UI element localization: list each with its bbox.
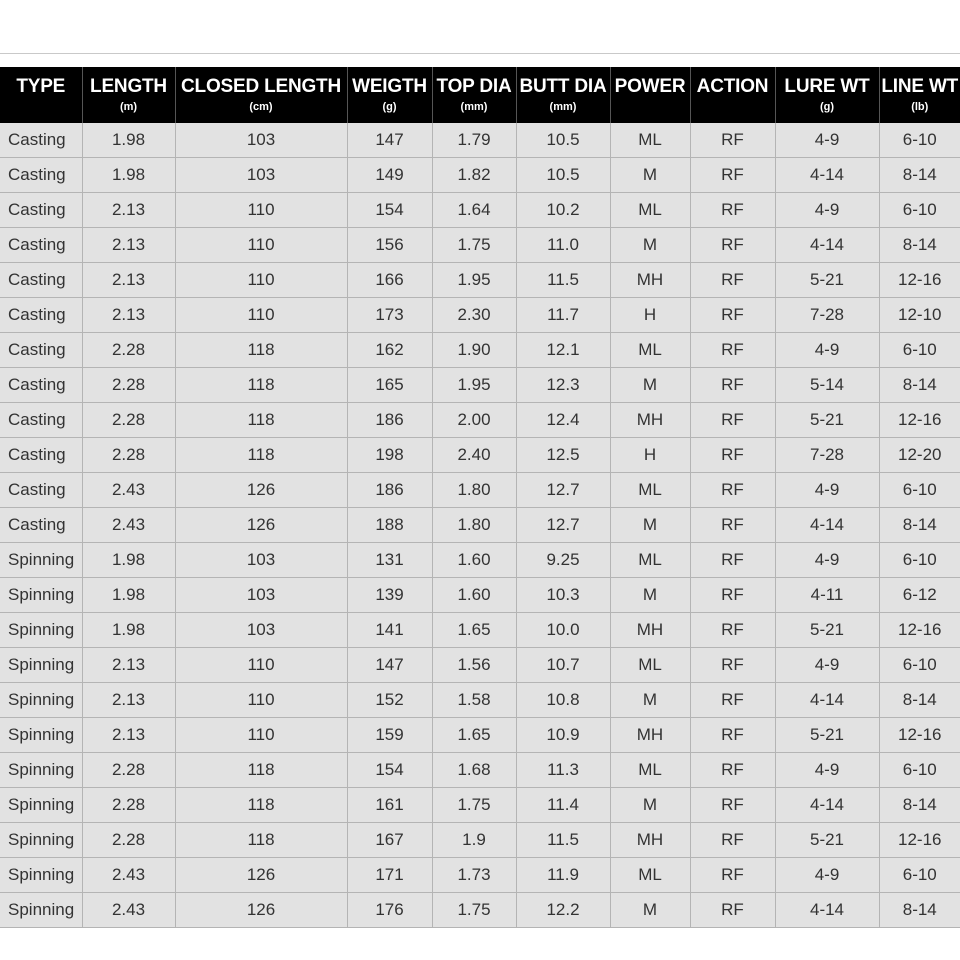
table-cell: 186 xyxy=(347,473,432,508)
table-row xyxy=(0,823,960,858)
column-header-unit xyxy=(691,100,775,114)
column-header-unit: (g) xyxy=(382,101,397,113)
table-cell: Spinning xyxy=(0,613,82,648)
table-cell: 156 xyxy=(347,228,432,263)
table-cell: RF xyxy=(690,333,775,368)
table-cell: 103 xyxy=(175,543,347,578)
table-cell: 7-28 xyxy=(775,298,879,333)
table-cell: 118 xyxy=(175,403,347,438)
table-cell: RF xyxy=(690,438,775,473)
table-cell: 4-14 xyxy=(775,683,879,718)
column-header xyxy=(432,67,516,123)
table-cell: MH xyxy=(610,823,690,858)
table-cell: RF xyxy=(690,263,775,298)
table-cell: 2.43 xyxy=(82,508,175,543)
table-cell: 6-10 xyxy=(879,753,960,788)
table-cell: 6-10 xyxy=(879,123,960,158)
table-row xyxy=(0,543,960,578)
table-cell: 7-28 xyxy=(775,438,879,473)
table-cell: 5-21 xyxy=(775,613,879,648)
table-cell: 12-16 xyxy=(879,823,960,858)
table-cell: 9.25 xyxy=(516,543,610,578)
table-cell: RF xyxy=(690,718,775,753)
table-cell: 12.1 xyxy=(516,333,610,368)
table-cell: 118 xyxy=(175,368,347,403)
table-cell: 10.5 xyxy=(516,158,610,193)
table-cell: MH xyxy=(610,718,690,753)
column-header-label: LINE WT xyxy=(881,76,959,97)
column-header xyxy=(175,67,347,123)
table-cell: 147 xyxy=(347,123,432,158)
table-cell: 167 xyxy=(347,823,432,858)
table-cell: 1.75 xyxy=(432,893,516,928)
table-cell: 1.75 xyxy=(432,788,516,823)
table-cell: RF xyxy=(690,158,775,193)
table-cell: 165 xyxy=(347,368,432,403)
table-cell: 4-9 xyxy=(775,648,879,683)
table-cell: 2.40 xyxy=(432,438,516,473)
table-cell: M xyxy=(610,788,690,823)
table-cell: 2.30 xyxy=(432,298,516,333)
column-header xyxy=(610,67,690,123)
table-cell: M xyxy=(610,158,690,193)
table-cell: 4-14 xyxy=(775,228,879,263)
table-row xyxy=(0,718,960,753)
column-header-unit: (m) xyxy=(119,101,138,113)
table-cell: 147 xyxy=(347,648,432,683)
table-body xyxy=(0,123,960,928)
table-cell: RF xyxy=(690,683,775,718)
table-cell: 5-21 xyxy=(775,823,879,858)
table-cell: 10.8 xyxy=(516,683,610,718)
table-cell: 2.28 xyxy=(82,823,175,858)
table-row xyxy=(0,158,960,193)
table-row xyxy=(0,438,960,473)
table-cell: 173 xyxy=(347,298,432,333)
table-cell: Casting xyxy=(0,508,82,543)
table-cell: Spinning xyxy=(0,893,82,928)
table-cell: 1.80 xyxy=(432,508,516,543)
table-cell: 2.00 xyxy=(432,403,516,438)
table-cell: 2.13 xyxy=(82,648,175,683)
table-cell: 2.28 xyxy=(82,753,175,788)
table-cell: Spinning xyxy=(0,858,82,893)
table-cell: 1.98 xyxy=(82,578,175,613)
table-row xyxy=(0,683,960,718)
table-cell: ML xyxy=(610,543,690,578)
table-cell: 126 xyxy=(175,473,347,508)
table-cell: RF xyxy=(690,858,775,893)
table-cell: ML xyxy=(610,123,690,158)
table-cell: RF xyxy=(690,648,775,683)
table-row xyxy=(0,648,960,683)
table-row xyxy=(0,473,960,508)
table-cell: M xyxy=(610,508,690,543)
table-cell: Casting xyxy=(0,228,82,263)
table-cell: 5-21 xyxy=(775,263,879,298)
table-cell: 110 xyxy=(175,263,347,298)
table-cell: ML xyxy=(610,648,690,683)
column-header-unit: (lb) xyxy=(911,101,929,113)
table-cell: RF xyxy=(690,298,775,333)
table-cell: 12-16 xyxy=(879,403,960,438)
table-cell: 1.9 xyxy=(432,823,516,858)
table-cell: 11.0 xyxy=(516,228,610,263)
table-header-row xyxy=(0,67,960,123)
table-cell: 1.98 xyxy=(82,613,175,648)
table-cell: Spinning xyxy=(0,543,82,578)
column-header-label: LURE WT xyxy=(784,76,870,97)
table-cell: RF xyxy=(690,473,775,508)
column-header xyxy=(516,67,610,123)
table-cell: MH xyxy=(610,613,690,648)
table-cell: 1.58 xyxy=(432,683,516,718)
column-header xyxy=(775,67,879,123)
table-cell: 4-11 xyxy=(775,578,879,613)
table-cell: 1.73 xyxy=(432,858,516,893)
table-cell: 2.28 xyxy=(82,403,175,438)
table-cell: 12-16 xyxy=(879,263,960,298)
table-cell: MH xyxy=(610,403,690,438)
column-header-label: LENGTH xyxy=(90,76,167,97)
column-header xyxy=(347,67,432,123)
table-cell: 10.5 xyxy=(516,123,610,158)
column-header xyxy=(82,67,175,123)
table-cell: 1.64 xyxy=(432,193,516,228)
table-cell: 10.3 xyxy=(516,578,610,613)
table-cell: RF xyxy=(690,403,775,438)
table-cell: 1.65 xyxy=(432,718,516,753)
table-cell: 8-14 xyxy=(879,228,960,263)
table-cell: 4-9 xyxy=(775,123,879,158)
table-row xyxy=(0,228,960,263)
table-cell: Casting xyxy=(0,123,82,158)
table-cell: RF xyxy=(690,788,775,823)
table-row xyxy=(0,403,960,438)
table-cell: 8-14 xyxy=(879,683,960,718)
table-cell: 1.60 xyxy=(432,543,516,578)
table-cell: 6-10 xyxy=(879,858,960,893)
table-cell: 4-14 xyxy=(775,508,879,543)
table-cell: 166 xyxy=(347,263,432,298)
table-cell: ML xyxy=(610,333,690,368)
table-cell: 118 xyxy=(175,438,347,473)
column-header-label: BUTT DIA xyxy=(519,76,607,97)
table-cell: MH xyxy=(610,263,690,298)
table-cell: 159 xyxy=(347,718,432,753)
table-cell: 149 xyxy=(347,158,432,193)
table-cell: RF xyxy=(690,823,775,858)
table-cell: RF xyxy=(690,193,775,228)
table-cell: 6-10 xyxy=(879,648,960,683)
table-cell: Casting xyxy=(0,403,82,438)
table-cell: 110 xyxy=(175,683,347,718)
table-cell: 2.13 xyxy=(82,228,175,263)
top-divider xyxy=(0,53,960,54)
table-cell: 12-16 xyxy=(879,613,960,648)
column-header xyxy=(0,67,82,123)
table-cell: 1.95 xyxy=(432,263,516,298)
table-cell: RF xyxy=(690,508,775,543)
table-cell: 8-14 xyxy=(879,368,960,403)
table-cell: 1.79 xyxy=(432,123,516,158)
table-cell: 8-14 xyxy=(879,893,960,928)
table-cell: 5-21 xyxy=(775,718,879,753)
table-cell: 12.4 xyxy=(516,403,610,438)
table-cell: Spinning xyxy=(0,648,82,683)
table-cell: 1.90 xyxy=(432,333,516,368)
table-cell: 118 xyxy=(175,788,347,823)
table-cell: 1.75 xyxy=(432,228,516,263)
table-row xyxy=(0,368,960,403)
table-cell: 110 xyxy=(175,298,347,333)
table-cell: 11.3 xyxy=(516,753,610,788)
table-cell: 110 xyxy=(175,228,347,263)
table-cell: ML xyxy=(610,858,690,893)
table-cell: 12.7 xyxy=(516,508,610,543)
table-cell: RF xyxy=(690,123,775,158)
table-cell: 2.13 xyxy=(82,193,175,228)
table-cell: 4-14 xyxy=(775,893,879,928)
table-cell: Casting xyxy=(0,333,82,368)
table-cell: RF xyxy=(690,893,775,928)
table-cell: 4-9 xyxy=(775,333,879,368)
column-header-label: CLOSED LENGTH xyxy=(181,76,341,97)
table-cell: 4-9 xyxy=(775,543,879,578)
table-cell: 103 xyxy=(175,123,347,158)
table-cell: 188 xyxy=(347,508,432,543)
table-cell: 103 xyxy=(175,158,347,193)
table-cell: M xyxy=(610,578,690,613)
table-cell: 126 xyxy=(175,508,347,543)
column-header-unit: (mm) xyxy=(460,101,488,113)
table-cell: 103 xyxy=(175,613,347,648)
table-cell: 6-10 xyxy=(879,193,960,228)
table-cell: 10.7 xyxy=(516,648,610,683)
column-header-label: TYPE xyxy=(16,76,66,97)
table-row xyxy=(0,298,960,333)
table-cell: 2.13 xyxy=(82,718,175,753)
table-cell: 1.80 xyxy=(432,473,516,508)
column-header-unit: (g) xyxy=(819,101,835,113)
table-cell: 6-10 xyxy=(879,543,960,578)
column-header-unit: (mm) xyxy=(549,101,577,113)
table-cell: 126 xyxy=(175,858,347,893)
table-cell: 1.95 xyxy=(432,368,516,403)
table-cell: M xyxy=(610,368,690,403)
column-header-unit xyxy=(0,100,82,114)
table-cell: 11.9 xyxy=(516,858,610,893)
table-cell: 110 xyxy=(175,193,347,228)
table-cell: 2.28 xyxy=(82,333,175,368)
table-row xyxy=(0,613,960,648)
table-cell: 12.2 xyxy=(516,893,610,928)
table-cell: 1.98 xyxy=(82,543,175,578)
table-cell: 1.60 xyxy=(432,578,516,613)
table-cell: 118 xyxy=(175,823,347,858)
table-cell: 110 xyxy=(175,648,347,683)
table-cell: 139 xyxy=(347,578,432,613)
table-cell: 11.4 xyxy=(516,788,610,823)
table-cell: 2.28 xyxy=(82,368,175,403)
table-cell: Casting xyxy=(0,438,82,473)
table-row xyxy=(0,893,960,928)
table-cell: 162 xyxy=(347,333,432,368)
table-cell: RF xyxy=(690,753,775,788)
table-cell: M xyxy=(610,683,690,718)
table-cell: Spinning xyxy=(0,578,82,613)
column-header xyxy=(690,67,775,123)
table-cell: M xyxy=(610,893,690,928)
table-cell: 1.82 xyxy=(432,158,516,193)
table-cell: 5-14 xyxy=(775,368,879,403)
column-header-label: WEIGTH xyxy=(352,76,427,97)
table-cell: Spinning xyxy=(0,753,82,788)
table-cell: 10.0 xyxy=(516,613,610,648)
table-cell: 6-12 xyxy=(879,578,960,613)
table-cell: 154 xyxy=(347,193,432,228)
table-cell: RF xyxy=(690,613,775,648)
table-row xyxy=(0,788,960,823)
table-cell: ML xyxy=(610,753,690,788)
table-cell: Spinning xyxy=(0,718,82,753)
table-cell: 118 xyxy=(175,333,347,368)
table-row xyxy=(0,333,960,368)
table-cell: 154 xyxy=(347,753,432,788)
table-cell: 4-14 xyxy=(775,788,879,823)
table-cell: 171 xyxy=(347,858,432,893)
table-cell: 176 xyxy=(347,893,432,928)
table-cell: 10.9 xyxy=(516,718,610,753)
table-cell: 2.13 xyxy=(82,298,175,333)
table-cell: 4-9 xyxy=(775,193,879,228)
table-cell: 11.7 xyxy=(516,298,610,333)
table-row xyxy=(0,123,960,158)
table-cell: 12-10 xyxy=(879,298,960,333)
table-cell: 12.7 xyxy=(516,473,610,508)
column-header-unit: (cm) xyxy=(249,101,273,113)
table-cell: RF xyxy=(690,543,775,578)
table-cell: Spinning xyxy=(0,823,82,858)
table-cell: 186 xyxy=(347,403,432,438)
table-cell: 2.43 xyxy=(82,473,175,508)
table-cell: 11.5 xyxy=(516,823,610,858)
table-cell: 2.13 xyxy=(82,683,175,718)
table-cell: ML xyxy=(610,193,690,228)
table-cell: Spinning xyxy=(0,788,82,823)
table-cell: H xyxy=(610,438,690,473)
table-cell: 12.3 xyxy=(516,368,610,403)
table-row xyxy=(0,858,960,893)
table-cell: 2.28 xyxy=(82,438,175,473)
table-cell: RF xyxy=(690,228,775,263)
table-cell: Casting xyxy=(0,368,82,403)
table-cell: 6-10 xyxy=(879,333,960,368)
table-cell: 12.5 xyxy=(516,438,610,473)
table-cell: 12-16 xyxy=(879,718,960,753)
column-header xyxy=(879,67,960,123)
table-cell: RF xyxy=(690,368,775,403)
table-cell: 11.5 xyxy=(516,263,610,298)
table-cell: Casting xyxy=(0,263,82,298)
table-cell: RF xyxy=(690,578,775,613)
table-cell: M xyxy=(610,228,690,263)
table-cell: 6-10 xyxy=(879,473,960,508)
column-header-label: TOP DIA xyxy=(436,76,512,97)
table-cell: Casting xyxy=(0,193,82,228)
column-header-label: ACTION xyxy=(696,76,769,97)
table-cell: 2.43 xyxy=(82,893,175,928)
table-cell: H xyxy=(610,298,690,333)
table-cell: 4-9 xyxy=(775,753,879,788)
table-cell: 131 xyxy=(347,543,432,578)
table-cell: 110 xyxy=(175,718,347,753)
table-cell: 1.65 xyxy=(432,613,516,648)
table-row xyxy=(0,193,960,228)
table-cell: 12-20 xyxy=(879,438,960,473)
table-cell: Casting xyxy=(0,158,82,193)
table-cell: 8-14 xyxy=(879,158,960,193)
table-cell: 4-9 xyxy=(775,858,879,893)
table-cell: 10.2 xyxy=(516,193,610,228)
table-cell: 8-14 xyxy=(879,788,960,823)
table-cell: 2.13 xyxy=(82,263,175,298)
table-cell: ML xyxy=(610,473,690,508)
table-cell: Casting xyxy=(0,298,82,333)
rod-spec-table xyxy=(0,67,960,928)
table-cell: Spinning xyxy=(0,683,82,718)
table-cell: 1.56 xyxy=(432,648,516,683)
table-cell: 2.43 xyxy=(82,858,175,893)
table-row xyxy=(0,753,960,788)
column-header-unit xyxy=(611,100,690,114)
table-cell: Casting xyxy=(0,473,82,508)
table-cell: 1.68 xyxy=(432,753,516,788)
table-cell: 4-14 xyxy=(775,158,879,193)
table-cell: 1.98 xyxy=(82,123,175,158)
table-cell: 118 xyxy=(175,753,347,788)
table-row xyxy=(0,263,960,298)
table-cell: 141 xyxy=(347,613,432,648)
table-cell: 2.28 xyxy=(82,788,175,823)
column-header-label: POWER xyxy=(614,76,686,97)
table-row xyxy=(0,578,960,613)
table-cell: 8-14 xyxy=(879,508,960,543)
table-cell: 152 xyxy=(347,683,432,718)
table-row xyxy=(0,508,960,543)
table-cell: 103 xyxy=(175,578,347,613)
table-cell: 161 xyxy=(347,788,432,823)
table-cell: 198 xyxy=(347,438,432,473)
table-cell: 126 xyxy=(175,893,347,928)
table-cell: 5-21 xyxy=(775,403,879,438)
table-cell: 4-9 xyxy=(775,473,879,508)
table-cell: 1.98 xyxy=(82,158,175,193)
